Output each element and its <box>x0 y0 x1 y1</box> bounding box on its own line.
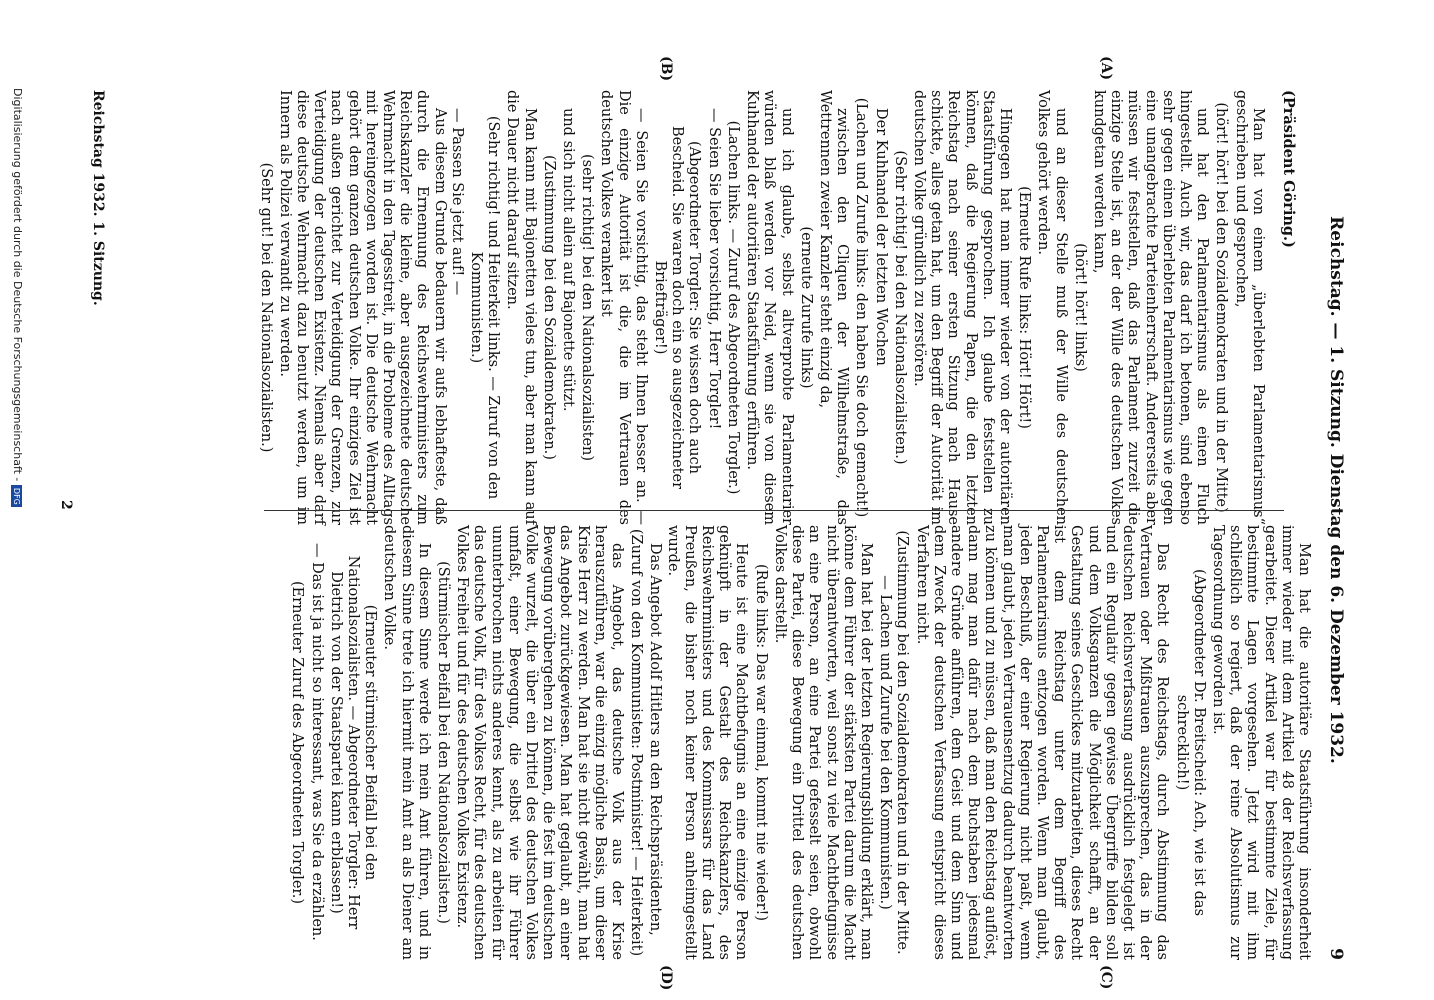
interjection: (Erneuter Zuruf des Abgeordneten Torgler.) <box>289 580 306 905</box>
paragraph: Man hat von einem „überlebten Parlamentarismus“ geschrieben und gesprochen, <box>1232 90 1266 525</box>
paragraph: In diesem Sinne werde ich mein Amt führen, und in diesem Sinne trete ich hiermit mein Amt an als Diener am deutschen Volke. <box>381 525 432 960</box>
interjection: (Rufe links: Das war einmal, kommt nie wieder!) <box>752 563 769 922</box>
header-title: Reichstag. — 1. Sitzung. Dienstag den 6. Dezember 1932. <box>1326 216 1346 764</box>
right-text-column <box>286 525 1312 960</box>
speaker-heading: (Präsident Göring.) <box>1280 90 1298 248</box>
paragraph: und hat den Parlamentarismus als einen Fluch hingestellt. Auch wir, das darf ich betonen, sind ebenso sehr gegen einen überlebten Parlamentarismus wie gegen eine unangebrachte Parteienherrschaft. Andererseits aber müssen wir feststellen, daß das Parlament zurzeit die einzige Stelle ist, an der der Wille des deutschen Volkes kundgetan werden kann, <box>1090 90 1211 525</box>
interjection: (Sehr richtig! bei den Nationalsozialisten.) <box>891 150 908 465</box>
interjection: (Erneuter stürmischer Beifall bei den Nationalsozialisten. — Abgeordneter Torgler: Herr Dietrich von der Staatspartei kann erblassen!) <box>327 555 379 930</box>
paragraph: — Seien Sie vorsichtig, das steht Ihnen besser an. — Die einzige Autorität ist die, die im Vertrauen des deutschen Volkes verankert ist <box>598 90 649 525</box>
column-divider <box>264 510 1284 511</box>
paragraph: und sich nicht allein auf Bajonette stützt. <box>560 108 577 412</box>
margin-marker-a: (A) <box>1098 56 1114 81</box>
paragraph: Der Kuhhandel der letzten Wochen <box>872 108 889 366</box>
left-text-column <box>254 90 1312 525</box>
paragraph: und an dieser Stelle muß der Wille des deutschen Volkes gehört werden. <box>1035 90 1069 525</box>
paragraph: Aus diesem Grunde bedauern wir aufs lebhafteste, daß durch die Ernennung des Reichswehrministers zum Reichskanzler die kleine, aber ausgezeichnete deutsche Wehrmacht in den Tagesstreit, in die Probleme des Alltags mit hereingezogen worden ist. Die deutsche Wehrmacht gehört dem ganzen deutschen Volke. Ihr einziges Ziel ist nach außen gerichtet zur Verteidigung der Grenzen, zur Verteidigung der deutschen Existenz. Niemals aber darf diese deutsche Wehrmacht dazu benutzt werden, um im Innern als Polizei verwandt zu werden. <box>276 90 448 525</box>
paragraph: Man hat bei der letzten Regierungsbildung erklärt, man könne dem Führer der stärksten Partei darum die Macht nicht überantworten, weil sonst zu viele Machtbefugnisse an eine Person, an eine Partei gefesselt seien, obwohl diese Partei, diese Bewegung ein Drittel des deutschen Volkes darstellt. <box>771 525 874 960</box>
interjection: (Lachen links. — Zuruf des Abgeordneten Torgler.) <box>724 120 741 495</box>
paragraph: Heute ist eine Machtbefugnis an eine einzige Person geknüpft in der Gestalt des Reichskanzlers, des Reichswehrministers und des Kommissars für das Land Preußen, die bisher noch keiner Person anheimgestellt wurde. <box>664 525 750 960</box>
interjection: (Stürmischer Beifall bei den Nationalsozialisten.) <box>435 561 452 924</box>
paragraph: — Passen Sie jetzt auf! — <box>448 108 465 296</box>
interjection: (Lachen und Zurufe links: den haben Sie doch gemacht!) <box>853 97 870 518</box>
paragraph: und ich glaube, selbst altverprobte Parlamentarier würden blaß werden vor Neid, wenn sie von diesem Kuhhandel der autoritären Staatsführung erführen. <box>744 90 795 525</box>
page-header <box>1316 60 1346 960</box>
interjection: (Abgeordneter Dr. Breitscheid: Ach, wie ist das schrecklich!) <box>1173 568 1207 917</box>
digitization-credit <box>10 88 24 988</box>
paragraph: Das Recht des Reichstags, durch Abstimmung das Vertrauen oder Mißtrauen auszusprechen, das in der deutschen Reichsverfassung ausdrücklich festgelegt ist und ein Regulativ gegen gewisse Übergriffe bilden soll und dem Volksganzen die Möglichkeit schafft, an der Gestaltung seines Geschickes mitzuarbeiten, dieses Recht ist dem Reichstag unter dem Begriff des Parlamentarismus entzogen worden. Wenn man glaubt, jeden Beschluß, der einer Regierung nicht paßt, wenn man glaubt, jeden Vertrauensentzug dadurch beantworten zu können und zu müssen, daß man den Reichstag auflöst, dann mag man dafür nach dem Buchstaben jedesmal andere Gründe anführen, dem Geist und dem Sinn und dem Zweck der deutschen Verfassung entspricht dieses Verfahren nicht. <box>913 525 1171 960</box>
paragraph: das Angebot, das deutsche Volk aus der Krise herauszuführen, war die einzig mögliche Basis, um dieser Krise Herr zu werden. Man hat sie nicht gewählt, man hat das Angebot zurückgewiesen. Man hat geglaubt, an einer Bewegung vorübergehen zu können, die fest im deutschen Volke wurzelt, die über ein Drittel des deutschen Volkes umfaßt, einer Bewegung, die selbst wie ihr Führer ununterbrochen nichts anderes kennt, als zu arbeiten für das deutsche Volk, für des Volkes Recht, für des deutschen Volkes Freiheit und für des deutschen Volkes Existenz. <box>454 525 626 960</box>
interjection: (hört! hört! bei den Sozialdemokraten und in der Mitte) <box>1213 102 1230 513</box>
interjection: (erneute Zurufe links) <box>797 226 814 389</box>
footer-session-note: Reichstag 1932. 1. Sitzung. <box>90 90 106 306</box>
margin-marker-d: (D) <box>658 965 674 991</box>
footer-page-number: 2 <box>58 500 74 510</box>
margin-marker-c: (C) <box>1098 965 1114 990</box>
interjection: (Abgeordneter Torgler: Sie wissen doch auch Bescheid. Sie waren doch ein so ausgezeichneter Briefträger!) <box>652 125 703 490</box>
interjection: (hört! hört! links) <box>1071 243 1088 372</box>
interjection: (Sehr richtig! und Heiterkeit links. — Zuruf von den Kommunisten.) <box>468 115 502 500</box>
interjection: (Zustimmung bei den Sozialdemokraten.) <box>540 155 557 460</box>
interjection: (Zustimmung bei den Sozialdemokraten und in der Mitte. — Lachen und Zurufe bei den Kommunisten.) <box>877 530 911 955</box>
digitization-text: Digitalisierung gefördert durch die Deutsche Forschungsgemeinschaft - <box>11 88 24 482</box>
margin-marker-b: (B) <box>658 56 674 82</box>
interjection: (Zuruf von den Kommunisten: Postminister! — Heiterkeit) <box>628 528 645 957</box>
interjection: (Erneute Rufe links: Hört! Hört!) <box>1016 186 1033 429</box>
header-page-number: 9 <box>1326 948 1346 960</box>
paragraph: Hingegen hat man immer wieder von der autoritären Staatsführung gesprochen. Ich glaube feststellen zu können, daß die Regierung Papen, die den letzten Reichstag nach seiner ersten Sitzung nach Hause schickte, alles getan hat, um den Begriff der Autorität im deutschen Volke gründlich zu zerstören. <box>910 90 1013 525</box>
paragraph: — Das ist ja nicht so interessant, was Sie da erzählen. <box>308 543 325 941</box>
interjection: (sehr richtig! bei den Nationalsozialisten) <box>579 153 596 462</box>
interjection: (Sehr gut! bei den Nationalsozialisten.) <box>257 162 274 453</box>
paragraph: Das Angebot Adolf Hitlers an den Reichspräsidenten, <box>647 543 664 936</box>
paragraph: Man hat die autoritäre Staatsführung insonderheit immer wieder mit dem Artikel 48 der Reichsverfassung gearbeitet. Dieser Artikel war für bestimmte Ziele, für bestimmte Lagen vorgesehen. Jetzt wird mit ihm schließlich so regiert, daß der reine Absolutismus zur Tagesordnung geworden ist. <box>1209 525 1312 960</box>
paragraph: zwischen den Cliquen der Wilhelmstraße, das Wettrennen zweier Kanzler steht einzig da, <box>816 90 851 525</box>
paragraph: Man kann mit Bajonetten vieles tun, aber man kann auf die Dauer nicht darauf sitzen. <box>504 90 538 525</box>
dfg-logo: DFG <box>12 485 23 507</box>
paragraph: — Seien Sie lieber vorsichtig, Herr Torgler! <box>705 108 722 430</box>
